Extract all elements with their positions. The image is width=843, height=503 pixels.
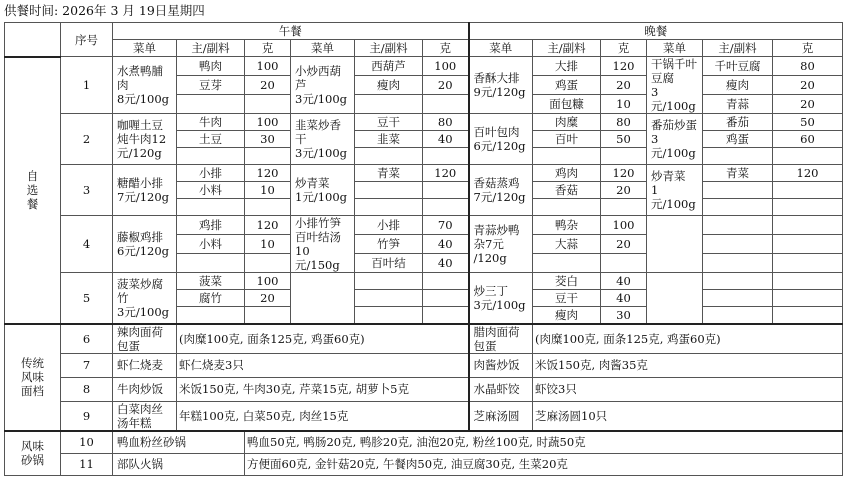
ingredient-gram: 40 <box>423 254 469 273</box>
ingredient-gram: 40 <box>423 235 469 254</box>
ingredient-gram: 120 <box>601 165 647 182</box>
section-self-select: 自 选 餐 <box>5 57 61 324</box>
ingredient-gram <box>423 290 469 307</box>
ingredient-gram <box>773 307 843 324</box>
lunch-dish-name: 辣肉面荷包蛋 <box>113 324 177 354</box>
ingredient-gram <box>773 273 843 290</box>
dish-name: 青蒜炒鸭杂7元 /120g <box>469 216 533 273</box>
ingredient-gram <box>245 95 291 114</box>
ingredient-gram <box>423 273 469 290</box>
ingredient-name: 青菜 <box>703 165 773 182</box>
menu-subrow <box>5 114 843 131</box>
ingredient-gram <box>773 290 843 307</box>
ingredient-name: 瘦肉 <box>703 76 773 95</box>
seq-number: 7 <box>61 353 113 377</box>
ingredient-gram <box>773 148 843 165</box>
ingredient-gram: 10 <box>245 182 291 199</box>
ingredient-name: 瘦肉 <box>355 76 423 95</box>
ingredient-name <box>177 148 245 165</box>
ingredient-name: 鸡蛋 <box>533 76 601 95</box>
ingredient-name <box>703 290 773 307</box>
ingredient-gram: 30 <box>245 131 291 148</box>
dinner-dish-desc: 米饭150克, 肉酱35克 <box>533 353 843 377</box>
menu-subrow <box>5 57 843 76</box>
col-dish: 菜单 <box>647 40 703 57</box>
dish-name: 炒青菜 1元/100g <box>291 165 355 216</box>
ingredient-name: 豆芽 <box>177 76 245 95</box>
ingredient-name <box>703 273 773 290</box>
section-traditional: 传统 风味 面档 <box>5 324 61 432</box>
ingredient-gram: 20 <box>245 76 291 95</box>
ingredient-name <box>533 199 601 216</box>
ingredient-gram <box>245 307 291 324</box>
ingredient-name <box>355 290 423 307</box>
traditional-row <box>5 324 843 354</box>
ingredient-gram <box>773 199 843 216</box>
ingredient-gram <box>773 182 843 199</box>
dish-name: 香酥大排 9元/120g <box>469 57 533 114</box>
ingredient-name <box>177 254 245 273</box>
dish-name: 咖喱土豆炖牛肉12元/120g <box>113 114 177 165</box>
traditional-row <box>5 353 843 377</box>
col-ingredient: 主/副料 <box>355 40 423 57</box>
lunch-dish-desc: 虾仁烧麦3只 <box>177 353 469 377</box>
lunch-dish-name: 白菜肉丝汤年糕 <box>113 401 177 431</box>
ingredient-name: 香菇 <box>533 182 601 199</box>
lunch-header: 午餐 <box>113 23 469 40</box>
casserole-row <box>5 453 843 475</box>
ingredient-name <box>703 235 773 254</box>
ingredient-gram: 40 <box>423 131 469 148</box>
dish-name <box>291 273 355 324</box>
ingredient-name <box>355 307 423 324</box>
ingredient-name: 韭菜 <box>355 131 423 148</box>
dish-name: 藤椒鸡排 6元/120g <box>113 216 177 273</box>
ingredient-name: 鸡排 <box>177 216 245 235</box>
dish-name: 水煮鸭脯肉 8元/100g <box>113 57 177 114</box>
seq-number: 11 <box>61 453 113 475</box>
ingredient-gram: 10 <box>601 95 647 114</box>
seq-number: 8 <box>61 377 113 401</box>
col-ingredient: 主/副料 <box>533 40 601 57</box>
dish-name: 干锅千叶豆腐 3元/100g <box>647 57 703 114</box>
col-dish: 菜单 <box>113 40 177 57</box>
col-gram: 克 <box>423 40 469 57</box>
dish-name: 炒三丁 3元/100g <box>469 273 533 324</box>
ingredient-gram: 20 <box>601 235 647 254</box>
dinner-dish-name: 腊肉面荷包蛋 <box>469 324 533 354</box>
traditional-row <box>5 401 843 431</box>
ingredient-name: 百叶 <box>533 131 601 148</box>
ingredient-gram: 80 <box>601 114 647 131</box>
dish-name: 韭菜炒香干 3元/100g <box>291 114 355 165</box>
ingredient-gram <box>423 182 469 199</box>
casserole-name: 鸭血粉丝砂锅 <box>113 431 245 453</box>
ingredient-name <box>703 254 773 273</box>
ingredient-name <box>703 199 773 216</box>
seq-number: 9 <box>61 401 113 431</box>
seq-number: 3 <box>61 165 113 216</box>
ingredient-name <box>533 148 601 165</box>
ingredient-name <box>533 254 601 273</box>
col-ingredient: 主/副料 <box>703 40 773 57</box>
ingredient-gram: 60 <box>773 131 843 148</box>
ingredient-gram: 120 <box>245 165 291 182</box>
lunch-dish-desc: 年糕100克, 白菜50克, 肉丝15克 <box>177 401 469 431</box>
ingredient-gram: 20 <box>601 76 647 95</box>
ingredient-gram <box>423 199 469 216</box>
header-row-meals <box>5 23 843 40</box>
col-gram: 克 <box>601 40 647 57</box>
ingredient-name <box>355 273 423 290</box>
casserole-row <box>5 431 843 453</box>
ingredient-gram: 120 <box>773 165 843 182</box>
ingredient-gram: 40 <box>601 290 647 307</box>
ingredient-gram <box>601 199 647 216</box>
header-row-columns <box>5 40 843 57</box>
ingredient-name: 豆干 <box>355 114 423 131</box>
ingredient-name: 小排 <box>177 165 245 182</box>
ingredient-gram <box>423 307 469 324</box>
seq-number: 2 <box>61 114 113 165</box>
col-dish: 菜单 <box>291 40 355 57</box>
ingredient-name: 鸡蛋 <box>703 131 773 148</box>
ingredient-gram: 50 <box>773 114 843 131</box>
ingredient-gram: 30 <box>601 307 647 324</box>
ingredient-name: 土豆 <box>177 131 245 148</box>
dish-name <box>647 273 703 324</box>
col-gram: 克 <box>245 40 291 57</box>
dish-name: 香菇蒸鸡 7元/120g <box>469 165 533 216</box>
ingredient-name: 菠菜 <box>177 273 245 290</box>
ingredient-name <box>703 216 773 235</box>
casserole-desc: 方便面60克, 金针菇20克, 午餐肉50克, 油豆腐30克, 生菜20克 <box>245 453 843 475</box>
ingredient-name: 牛肉 <box>177 114 245 131</box>
ingredient-gram: 20 <box>245 290 291 307</box>
ingredient-name: 小料 <box>177 235 245 254</box>
ingredient-name: 腐竹 <box>177 290 245 307</box>
ingredient-name <box>355 182 423 199</box>
ingredient-gram: 20 <box>423 76 469 95</box>
section-casserole: 风味 砂锅 <box>5 431 61 475</box>
seq-number: 1 <box>61 57 113 114</box>
ingredient-name: 千叶豆腐 <box>703 57 773 76</box>
lunch-dish-name: 牛肉炒饭 <box>113 377 177 401</box>
col-ingredient: 主/副料 <box>177 40 245 57</box>
menu-body <box>5 23 843 476</box>
casserole-desc: 鸭血50克, 鸭肠20克, 鸭胗20克, 油泡20克, 粉丝100克, 时蔬50克 <box>245 431 843 453</box>
dish-name: 小炒西葫芦 3元/100g <box>291 57 355 114</box>
ingredient-gram: 40 <box>601 273 647 290</box>
ingredient-name: 鸭肉 <box>177 57 245 76</box>
ingredient-gram: 120 <box>245 216 291 235</box>
lunch-dish-desc: 米饭150克, 牛肉30克, 芹菜15克, 胡萝卜5克 <box>177 377 469 401</box>
seq-header: 序号 <box>61 23 113 57</box>
ingredient-gram: 20 <box>773 76 843 95</box>
col-gram: 克 <box>773 40 843 57</box>
dish-name: 菠菜炒腐竹 3元/100g <box>113 273 177 324</box>
ingredient-gram <box>601 148 647 165</box>
menu-subrow <box>5 273 843 290</box>
ingredient-name <box>703 148 773 165</box>
dinner-dish-desc: 虾饺3只 <box>533 377 843 401</box>
menu-subrow <box>5 165 843 182</box>
dinner-header: 晚餐 <box>469 23 843 40</box>
menu-subrow <box>5 216 843 235</box>
ingredient-gram: 100 <box>245 273 291 290</box>
dinner-dish-name: 肉酱炒饭 <box>469 353 533 377</box>
col-dish: 菜单 <box>469 40 533 57</box>
ingredient-name <box>355 148 423 165</box>
ingredient-gram: 70 <box>423 216 469 235</box>
ingredient-gram: 100 <box>601 216 647 235</box>
ingredient-name: 茭白 <box>533 273 601 290</box>
ingredient-name: 小料 <box>177 182 245 199</box>
ingredient-gram <box>601 254 647 273</box>
ingredient-name <box>355 199 423 216</box>
ingredient-name <box>177 95 245 114</box>
menu-table <box>4 22 843 476</box>
dish-name: 糖醋小排 7元/120g <box>113 165 177 216</box>
ingredient-gram <box>773 254 843 273</box>
dish-name: 番茄炒蛋 3元/100g <box>647 114 703 165</box>
ingredient-gram: 120 <box>423 165 469 182</box>
dish-name <box>647 216 703 273</box>
ingredient-gram <box>245 148 291 165</box>
serving-date: 供餐时间: 2026年 3 月 19日星期四 <box>4 3 205 18</box>
ingredient-name: 鸭杂 <box>533 216 601 235</box>
ingredient-name: 番茄 <box>703 114 773 131</box>
ingredient-name: 竹笋 <box>355 235 423 254</box>
ingredient-gram <box>773 216 843 235</box>
ingredient-gram: 10 <box>245 235 291 254</box>
ingredient-gram: 120 <box>601 57 647 76</box>
ingredient-name: 瘦肉 <box>533 307 601 324</box>
ingredient-name: 肉糜 <box>533 114 601 131</box>
ingredient-name: 青菜 <box>355 165 423 182</box>
ingredient-name <box>703 307 773 324</box>
corner-cell <box>5 23 61 57</box>
lunch-dish-name: 虾仁烧麦 <box>113 353 177 377</box>
ingredient-gram <box>245 199 291 216</box>
ingredient-gram: 100 <box>423 57 469 76</box>
dinner-dish-name: 芝麻汤圆 <box>469 401 533 431</box>
ingredient-name: 西葫芦 <box>355 57 423 76</box>
ingredient-gram: 100 <box>245 57 291 76</box>
ingredient-gram <box>773 235 843 254</box>
ingredient-gram: 80 <box>423 114 469 131</box>
ingredient-name <box>177 199 245 216</box>
dish-name: 炒青菜 1元/100g <box>647 165 703 216</box>
ingredient-gram: 20 <box>773 95 843 114</box>
casserole-name: 部队火锅 <box>113 453 245 475</box>
ingredient-name <box>177 307 245 324</box>
ingredient-gram: 50 <box>601 131 647 148</box>
ingredient-name: 鸡肉 <box>533 165 601 182</box>
ingredient-gram: 80 <box>773 57 843 76</box>
ingredient-gram <box>245 254 291 273</box>
dinner-dish-name: 水晶虾饺 <box>469 377 533 401</box>
ingredient-name: 百叶结 <box>355 254 423 273</box>
ingredient-name: 青蒜 <box>703 95 773 114</box>
ingredient-name: 大蒜 <box>533 235 601 254</box>
ingredient-name <box>703 182 773 199</box>
dish-name: 小排竹笋百叶结汤 10元/150g <box>291 216 355 273</box>
ingredient-name: 面包糠 <box>533 95 601 114</box>
ingredient-name: 豆干 <box>533 290 601 307</box>
ingredient-name <box>355 95 423 114</box>
lunch-dish-desc: (肉糜100克, 面条125克, 鸡蛋60克) <box>177 324 469 354</box>
dish-name: 百叶包肉 6元/120g <box>469 114 533 165</box>
ingredient-gram <box>423 148 469 165</box>
ingredient-gram <box>423 95 469 114</box>
seq-number: 10 <box>61 431 113 453</box>
dinner-dish-desc: (肉糜100克, 面条125克, 鸡蛋60克) <box>533 324 843 354</box>
ingredient-gram: 20 <box>601 182 647 199</box>
traditional-row <box>5 377 843 401</box>
seq-number: 6 <box>61 324 113 354</box>
seq-number: 5 <box>61 273 113 324</box>
ingredient-name: 小排 <box>355 216 423 235</box>
ingredient-name: 大排 <box>533 57 601 76</box>
seq-number: 4 <box>61 216 113 273</box>
dinner-dish-desc: 芝麻汤圆10只 <box>533 401 843 431</box>
ingredient-gram: 100 <box>245 114 291 131</box>
